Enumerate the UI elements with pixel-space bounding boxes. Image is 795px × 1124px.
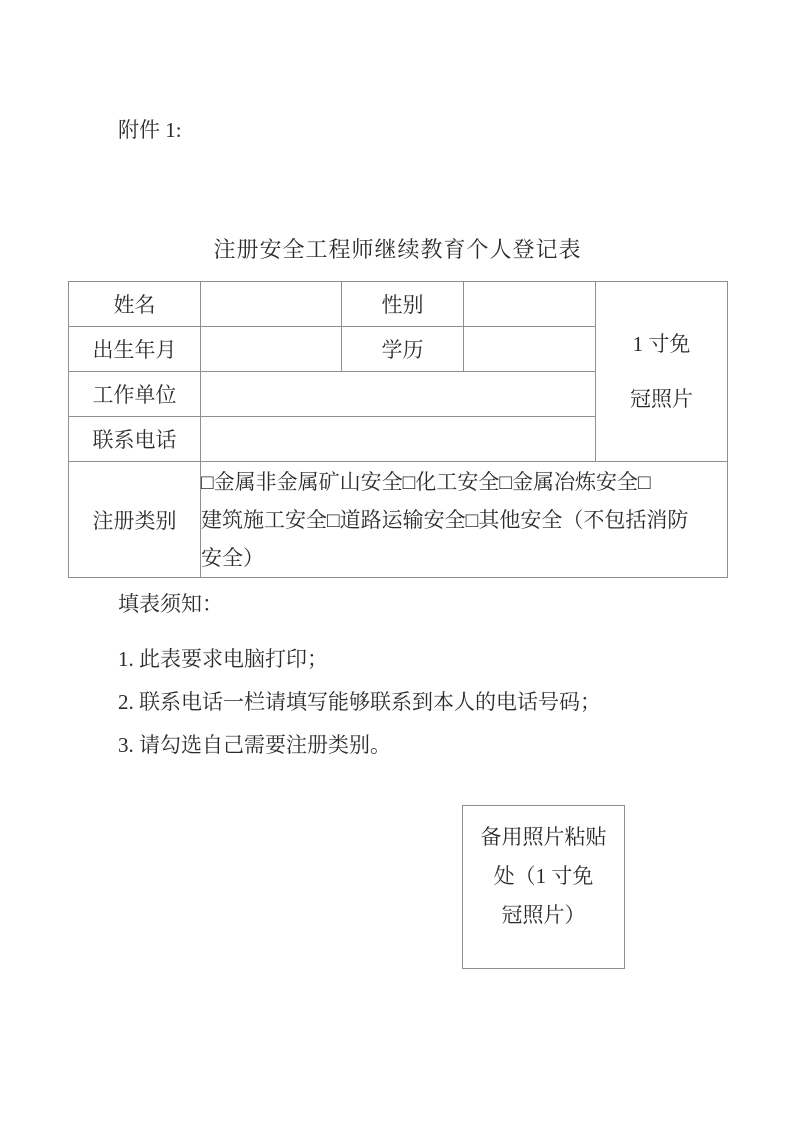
education-label: 学历 [342, 327, 464, 372]
spare-photo-box-line-2: 处（1 寸免 [493, 864, 594, 888]
category-options-line-3: 安全） [201, 545, 264, 570]
spare-photo-box [462, 805, 625, 969]
photo-placeholder-line-1: 1 寸免 [632, 331, 691, 356]
category-label: 注册类别 [69, 462, 201, 578]
spare-photo-box-line-3: 冠照片） [501, 903, 586, 927]
photo-placeholder-line-2: 冠照片 [630, 386, 693, 411]
page-title: 注册安全工程师继续教育个人登记表 [213, 237, 582, 262]
category-options-line-2: 建筑施工安全□道路运输安全□其他安全（不包括消防 [201, 507, 689, 532]
birth-label: 出生年月 [69, 327, 201, 372]
name-field-cell[interactable] [201, 282, 342, 327]
phone-label: 联系电话 [69, 417, 201, 462]
phone-field-cell[interactable] [201, 417, 596, 462]
photo-paste-cell [596, 282, 728, 462]
gender-label: 性别 [342, 282, 464, 327]
note-item-3: 3. 请勾选自己需要注册类别。 [118, 733, 391, 757]
notes-heading: 填表须知： [118, 592, 223, 616]
note-item-1: 1. 此表要求电脑打印； [118, 647, 328, 671]
spare-photo-box-line-1: 备用照片粘贴 [480, 825, 607, 849]
birth-field-cell[interactable] [201, 327, 342, 372]
attachment-label: 附件 1: [118, 118, 182, 142]
gender-field-cell[interactable] [464, 282, 596, 327]
registration-form-table [68, 281, 728, 578]
name-label: 姓名 [69, 282, 201, 327]
education-field-cell[interactable] [464, 327, 596, 372]
category-options-cell [201, 462, 728, 578]
category-options-line-1: □金属非金属矿山安全□化工安全□金属冶炼安全□ [201, 469, 651, 494]
note-item-2: 2. 联系电话一栏请填写能够联系到本人的电话号码； [118, 690, 601, 714]
employer-label: 工作单位 [69, 372, 201, 417]
employer-field-cell[interactable] [201, 372, 596, 417]
